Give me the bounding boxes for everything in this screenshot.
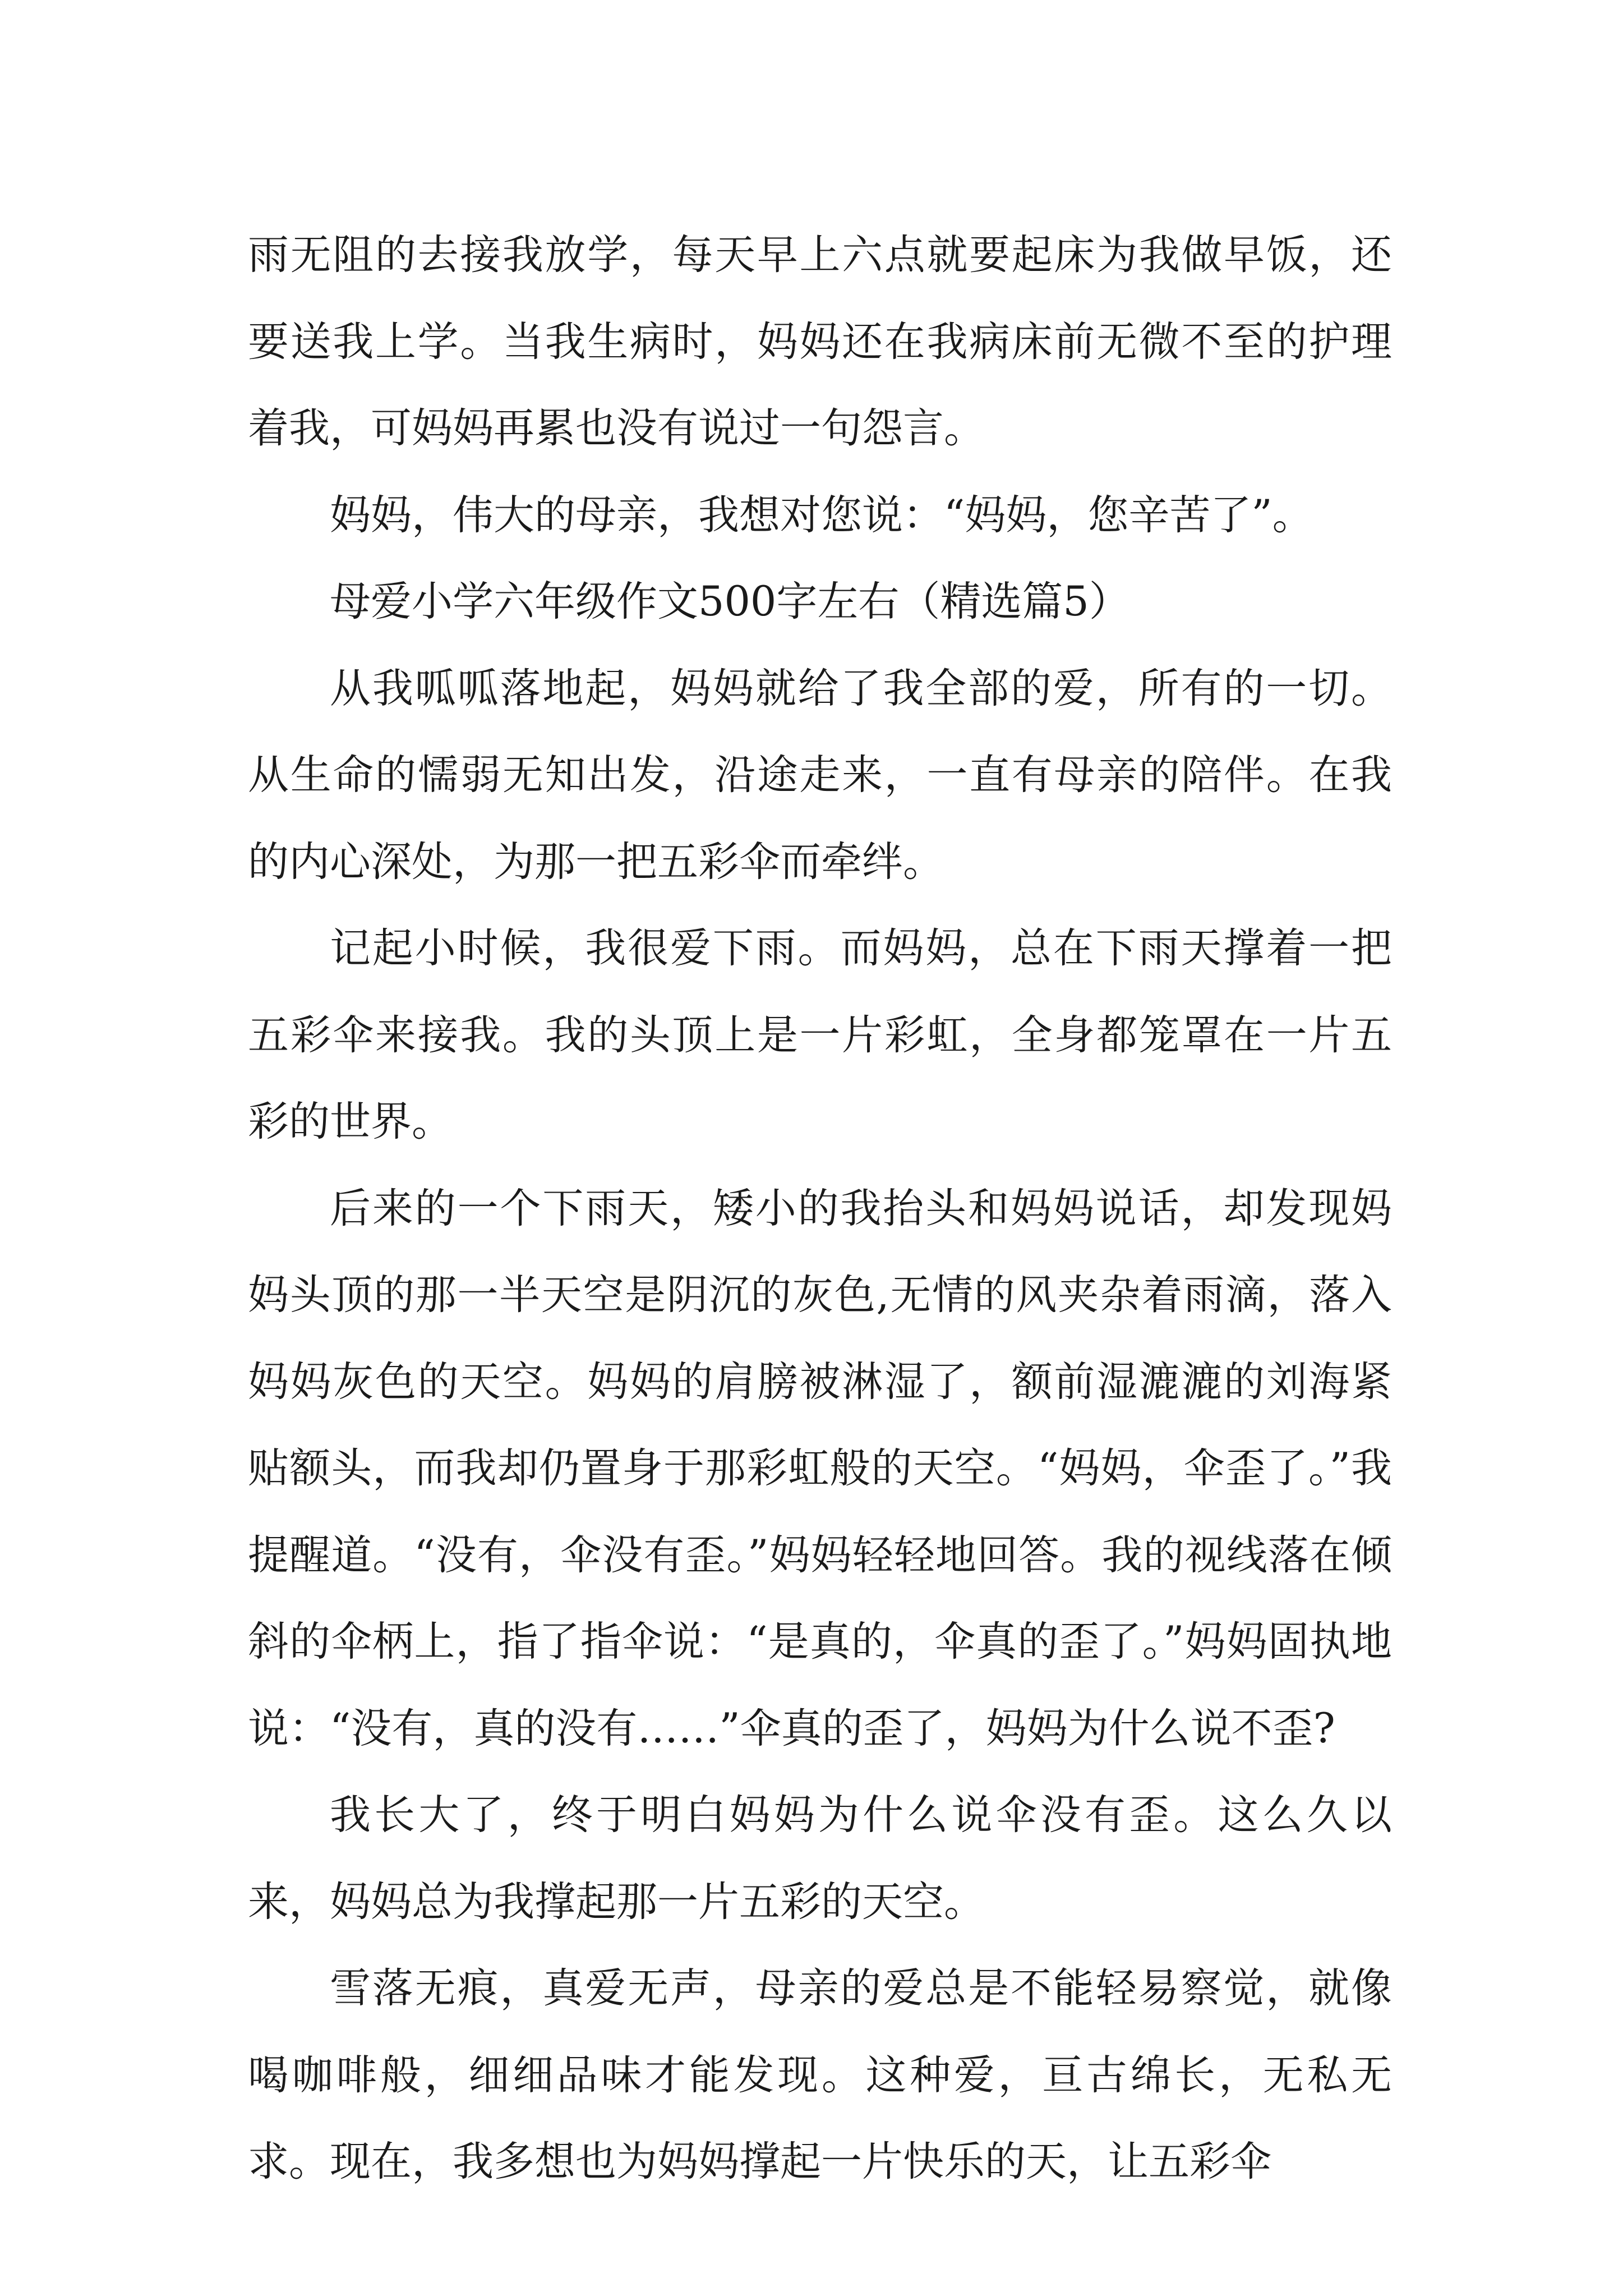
section-heading: 母爱小学六年级作文500字左右（精选篇5）	[330, 578, 1130, 625]
paragraph-2: 妈妈，伟大的母亲，我想对您说：“妈妈，您辛苦了”。	[330, 491, 1313, 539]
document-body	[248, 212, 1392, 2206]
paragraph-6: 我长大了，终于明白妈妈为什么说伞没有歪。这么久以来，妈妈总为我撑起那一片五彩的天空。	[248, 1791, 1392, 1926]
paragraph-4: 记起小时候，我很爱下雨。而妈妈，总在下雨天撑着一把五彩伞来接我。我的头顶上是一片彩虹，全身都笼罩在一片五彩的世界。	[248, 924, 1392, 1145]
paragraph-3: 从我呱呱落地起，妈妈就给了我全部的爱，所有的一切。从生命的懦弱无知出发，沿途走来，一直有母亲的陪伴。在我的内心深处，为那一把五彩伞而牵绊。	[248, 664, 1392, 886]
paragraph-1: 雨无阻的去接我放学，每天早上六点就要起床为我做早饭，还要送我上学。当我生病时，妈妈还在我病床前无微不至的护理着我，可妈妈再累也没有说过一句怨言。	[248, 231, 1392, 452]
paragraph-5: 后来的一个下雨天，矮小的我抬头和妈妈说话，却发现妈妈头顶的那一半天空是阴沉的灰色,无情的风夹杂着雨滴，落入妈妈灰色的天空。妈妈的肩膀被淋湿了，额前湿漉漉的刘海紧贴额头，而我却仍置身于那彩虹般的天空。“妈妈，伞歪了。”我提醒道。“没有，伞没有歪。”妈妈轻轻地回答。我的视线落在倾斜的伞柄上，指了指伞说：“是真的，伞真的歪了。”妈妈固执地说：“没有，真的没有……”伞真的歪了，妈妈为什么说不歪?	[248, 1184, 1392, 1752]
paragraph-7: 雪落无痕，真爱无声，母亲的爱总是不能轻易察觉，就像喝咖啡般，细细品味才能发现。这种爱，亘古绵长，无私无求。现在，我多想也为妈妈撑起一片快乐的天，让五彩伞	[248, 1964, 1392, 2185]
